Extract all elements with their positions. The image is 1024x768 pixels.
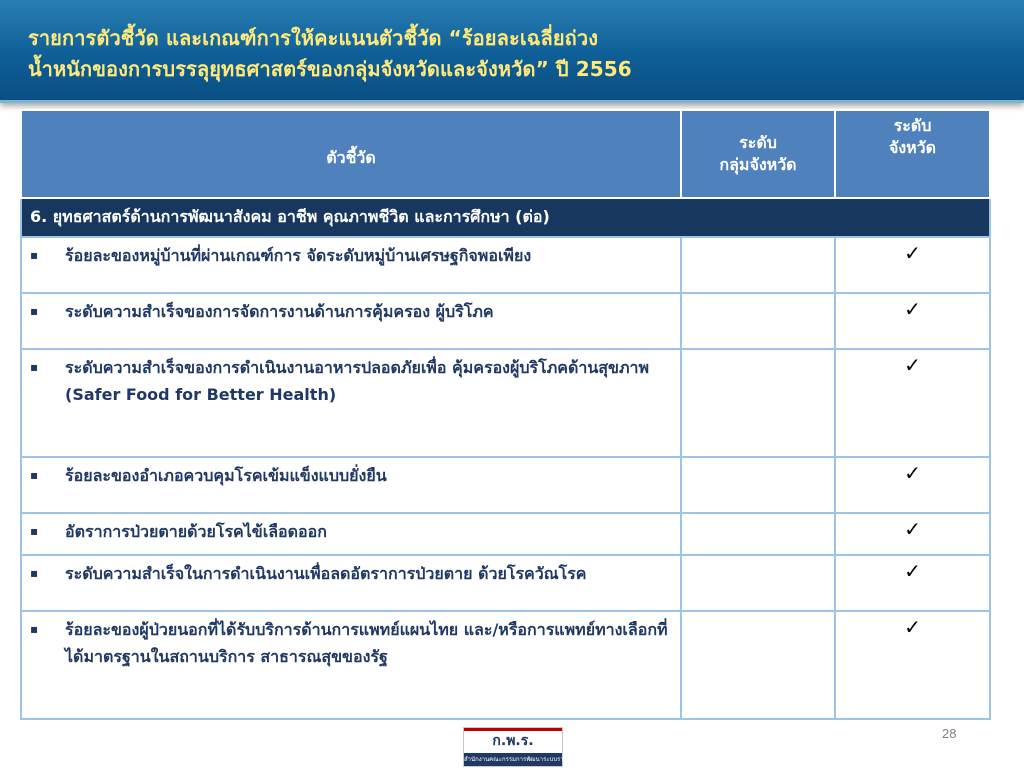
header-province-level-line-2: จังหวัด bbox=[888, 138, 937, 157]
square-bullet-icon: ▪ bbox=[30, 304, 39, 318]
indicator-cell bbox=[21, 513, 681, 555]
header-province-level-line-1: ระดับ bbox=[893, 116, 932, 135]
header-group-level-line-1: ระดับ bbox=[739, 133, 777, 152]
table-row bbox=[21, 513, 990, 555]
indicator-text: ระดับความสำเร็จของการดำเนินงานอาหารปลอดภัยเพื่อ คุ้มครองผู้บริโภคด้านสุขภาพ (Safer Food for Better Health) bbox=[65, 358, 650, 404]
table-row bbox=[21, 611, 990, 719]
square-bullet-icon: ▪ bbox=[30, 468, 39, 482]
indicator-cell bbox=[21, 555, 681, 611]
indicator-cell bbox=[21, 611, 681, 719]
header-group-level-line-2: กลุ่มจังหวัด bbox=[719, 155, 797, 174]
checkmark-icon: ✓ bbox=[835, 293, 990, 349]
indicator-text: ร้อยละของอำเภอควบคุมโรคเข้มแข็งแบบยั่งยืน bbox=[65, 466, 387, 485]
slide-title-line-1: รายการตัวชี้วัด และเกณฑ์การให้คะแนนตัวชี้วัด “ร้อยละเฉลี่ยถ่วง bbox=[28, 26, 599, 50]
table-row bbox=[21, 237, 990, 293]
table-row bbox=[21, 349, 990, 457]
logo-text: ก.พ.ร. bbox=[492, 733, 534, 749]
logo-subtext: สำนักงานคณะกรรมการพัฒนาระบบราชการ bbox=[464, 753, 562, 766]
indicator-table bbox=[20, 109, 991, 720]
indicator-cell bbox=[21, 349, 681, 457]
indicator-cell bbox=[21, 237, 681, 293]
indicator-cell bbox=[21, 457, 681, 513]
slide-title-bar bbox=[0, 0, 1024, 103]
table-header-row bbox=[21, 110, 990, 198]
square-bullet-icon: ▪ bbox=[30, 566, 39, 580]
table-row bbox=[21, 555, 990, 611]
checkmark-icon: ✓ bbox=[835, 457, 990, 513]
indicator-text: อัตราการป่วยตายด้วยโรคไข้เลือดออก bbox=[65, 522, 327, 541]
square-bullet-icon: ▪ bbox=[30, 622, 39, 636]
header-province-level bbox=[835, 110, 990, 198]
header-indicator: ตัวชี้วัด bbox=[21, 110, 681, 198]
square-bullet-icon: ▪ bbox=[30, 360, 39, 374]
checkmark-icon: ✓ bbox=[835, 513, 990, 555]
checkmark-icon: ✓ bbox=[835, 555, 990, 611]
section-title: 6. ยุทธศาสตร์ด้านการพัฒนาสังคม อาชีพ คุณภาพชีวิต และการศึกษา (ต่อ) bbox=[21, 198, 990, 237]
group-level-cell bbox=[681, 349, 835, 457]
square-bullet-icon: ▪ bbox=[30, 248, 39, 262]
group-level-cell bbox=[681, 457, 835, 513]
group-level-cell bbox=[681, 293, 835, 349]
group-level-cell bbox=[681, 611, 835, 719]
table-row bbox=[21, 457, 990, 513]
indicator-text: ระดับความสำเร็จของการจัดการงานด้านการคุ้มครอง ผู้บริโภค bbox=[65, 302, 494, 321]
group-level-cell bbox=[681, 555, 835, 611]
square-bullet-icon: ▪ bbox=[30, 524, 39, 538]
checkmark-icon: ✓ bbox=[835, 349, 990, 457]
checkmark-icon: ✓ bbox=[835, 237, 990, 293]
indicator-text: ร้อยละของหมู่บ้านที่ผ่านเกณฑ์การ จัดระดับหมู่บ้านเศรษฐกิจพอเพียง bbox=[65, 246, 532, 265]
page-number: 28 bbox=[942, 726, 957, 741]
table-row bbox=[21, 293, 990, 349]
section-row bbox=[21, 198, 990, 237]
group-level-cell bbox=[681, 513, 835, 555]
slide-title-line-2: น้ำหนักของการบรรลุยุทธศาสตร์ของกลุ่มจังหวัดและจังหวัด” ปี 2556 bbox=[28, 57, 632, 81]
checkmark-icon: ✓ bbox=[835, 611, 990, 719]
header-group-level bbox=[681, 110, 835, 198]
group-level-cell bbox=[681, 237, 835, 293]
opdc-logo bbox=[463, 727, 579, 767]
indicator-text: ระดับความสำเร็จในการดำเนินงานเพื่อลดอัตราการป่วยตาย ด้วยโรควัณโรค bbox=[65, 564, 587, 583]
indicator-text: ร้อยละของผู้ป่วยนอกที่ได้รับบริการด้านการแพทย์แผนไทย และ/หรือการแพทย์ทางเลือกที่ได้มาตรฐานในสถานบริการ สาธารณสุขของรัฐ bbox=[65, 620, 668, 666]
indicator-cell bbox=[21, 293, 681, 349]
